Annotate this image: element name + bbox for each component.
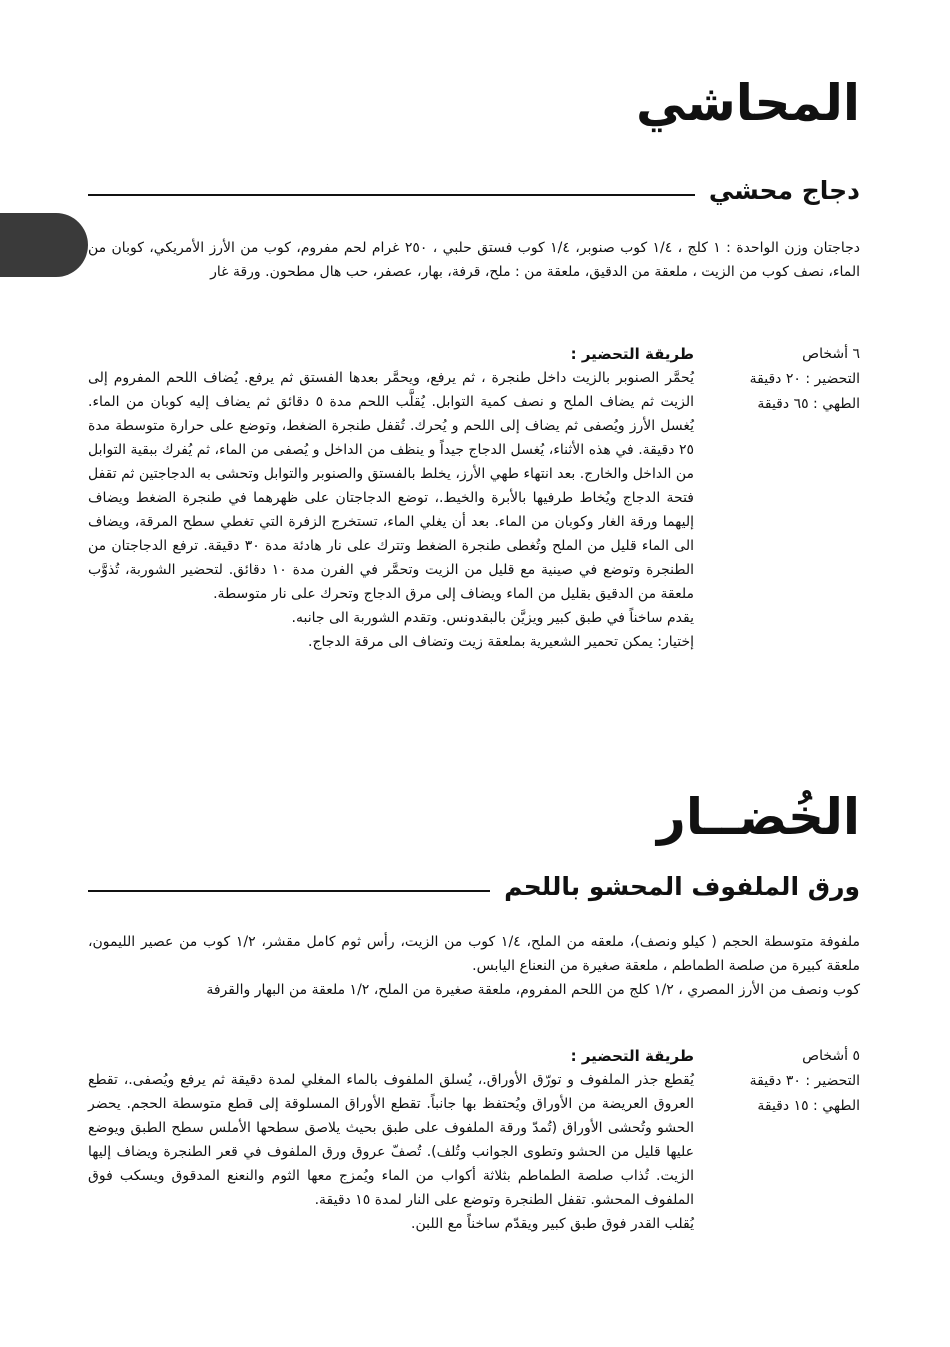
prep-time: التحضير : ٣٠ دقيقة — [749, 1073, 860, 1089]
method-heading: طريقة التحضير : — [570, 345, 694, 363]
recipe-header-stuffed-cabbage — [88, 866, 860, 906]
recipe-meta-stuffed-cabbage — [720, 1044, 860, 1119]
header-rule — [88, 194, 695, 196]
method-paragraph: يُقطع جذر الملفوف و تورّق الأوراق.، يُسلق الملفوف بالماء المغلي لمدة دقيقة ثم يرفع ويُصفى.، تقطع العروق العريضة من الأوراق ويُحتفظ بها جانباً. تقطع الأوراق المسلوقة إلى قطع متوسطة الحجم. يحضر الحشو وتُحشى الأوراق (تُمدّ ورقة الملفوف على طبق بحيث يلاصق سطحها الأملس سطح الطبق ويوضع عليها قليل من الحشو وتطوى الجوانب وتُلف). تُصفّ عروق ورق الملفوف في قعر الطنجرة ويضاف إليها الزيت. تُذاب صلصة الطماطم بثلاثة أكواب من الماء ويُمزج معها الثوم والنعنع المدقوق ويسكب فوق الملفوف المحشو. تقفل الطنجرة وتوضع على النار لمدة ١٥ دقيقة. — [88, 1072, 694, 1208]
ingredients-text: دجاجتان وزن الواحدة : ١ كلج ، ١/٤ كوب صنوبر، ١/٤ كوب فستق حلبي ، ٢٥٠ غرام لحم مفروم، كوب من الأرز الأمريكي، كوبان من الماء، نصف كوب من الزيت ، ملعقة من الدقيق، ملعقة من : ملح، قرفة، بهار، عصفر، حب هال مطحون. ورقة غار — [88, 240, 860, 280]
cook-time: الطهي : ١٥ دقيقة — [757, 1098, 860, 1114]
recipe-title-stuffed-cabbage: ورق الملفوف المحشو باللحم — [504, 871, 860, 901]
cook-time: الطهي : ٦٥ دقيقة — [757, 396, 860, 412]
recipe-header-stuffed-chicken — [88, 170, 860, 210]
chapter-title-stuffed: المحاشي — [636, 74, 860, 132]
header-rule — [88, 890, 490, 892]
method-heading: طريقة التحضير : — [570, 1047, 694, 1065]
servings: ٥ أشخاص — [802, 1048, 860, 1064]
ingredients-stuffed-chicken — [88, 236, 860, 284]
method-stuffed-chicken — [88, 342, 694, 654]
recipe-meta-stuffed-chicken — [720, 342, 860, 417]
recipe-title-stuffed-chicken: دجاج محشي — [708, 175, 860, 205]
page-tab-marker — [0, 213, 88, 277]
method-paragraph: يُحمَّر الصنوبر بالزيت داخل طنجرة ، ثم يرفع، ويحمَّر بعدها الفستق ثم يرفع. يُضاف اللحم المفروم إلى الزيت ثم يضاف الملح و نصف كمية التوابل. يُقلَّب اللحم مدة ٥ دقائق ثم يضاف إليه كوبان من الماء. يُغسل الأرز ويُصفى ثم يضاف إلى اللحم و يُحرك. تُقفل طنجرة الضغط، وتوضع على حرارة متوسطة مدة ٢٥ دقيقة. في هذه الأثناء، يُغسل الدجاج جيداً و ينظف من الداخل و يُصفى من الماء، ثم يُفرك ببقية التوابل من الداخل والخارج. بعد انتهاء طهي الأرز، يخلط بالفستق والصنوبر والتوابل وتحشى به الدجاجتين ثم تقفل فتحة الدجاج ويُخاط طرفيها بالأبرة والخيط.، توضع الدجاجتان على ظهرهما في طنجرة الضغط ويضاف إليهما ورقة الغار وكوبان من الماء. بعد أن يغلي الماء، تستخرج الزفرة التي تغطي سطح المرقة، ويضاف الى الماء قليل من الملح وتُغطى طنجرة الضغط وتترك على نار هادئة مدة ٣٠ دقيقة. ترفع الدجاجتان من الطنجرة وتوضع في صينية مع قليل من الزيت وتحمَّر في الفرن مدة ١٠ دقائق. لتحضير الشوربة، تُذوَّب ملعقة من الدقيق بقليل من الماء ويضاف إلى مرق الدجاج وتحرك على نار متوسطة. — [88, 370, 695, 602]
method-paragraph: يقدم ساخناً في طبق كبير ويزيَّن بالبقدونس. وتقدم الشوربة الى جانبه. — [291, 610, 694, 626]
ingredients-stuffed-cabbage — [88, 930, 860, 1002]
ingredients-text: كوب ونصف من الأرز المصري ، ١/٢ كلج من اللحم المفروم، ملعقة صغيرة من الملح، ١/٢ ملعقة من البهار والقرفة — [206, 982, 860, 998]
method-paragraph: إختيار: يمكن تحمير الشعيرية بملعقة زيت وتضاف الى مرقة الدجاج. — [308, 634, 694, 650]
prep-time: التحضير : ٢٠ دقيقة — [749, 371, 860, 387]
servings: ٦ أشخاص — [802, 346, 860, 362]
method-stuffed-cabbage — [88, 1044, 694, 1236]
chapter-title-vegetables: الخُضــار — [657, 788, 860, 846]
method-paragraph: يُقلب القدر فوق طبق كبير ويقدّم ساخناً مع اللبن. — [411, 1216, 694, 1232]
ingredients-text: ملفوفة متوسطة الحجم ( كيلو ونصف)، ملعقه من الملح، ١/٤ كوب من الزيت، رأس ثوم كامل مقشر، ١/٢ كوب من عصير الليمون، ملعقة كبيرة من صلصة الطماطم ، ملعقة صغيرة من النعناع اليابس. — [88, 934, 860, 974]
